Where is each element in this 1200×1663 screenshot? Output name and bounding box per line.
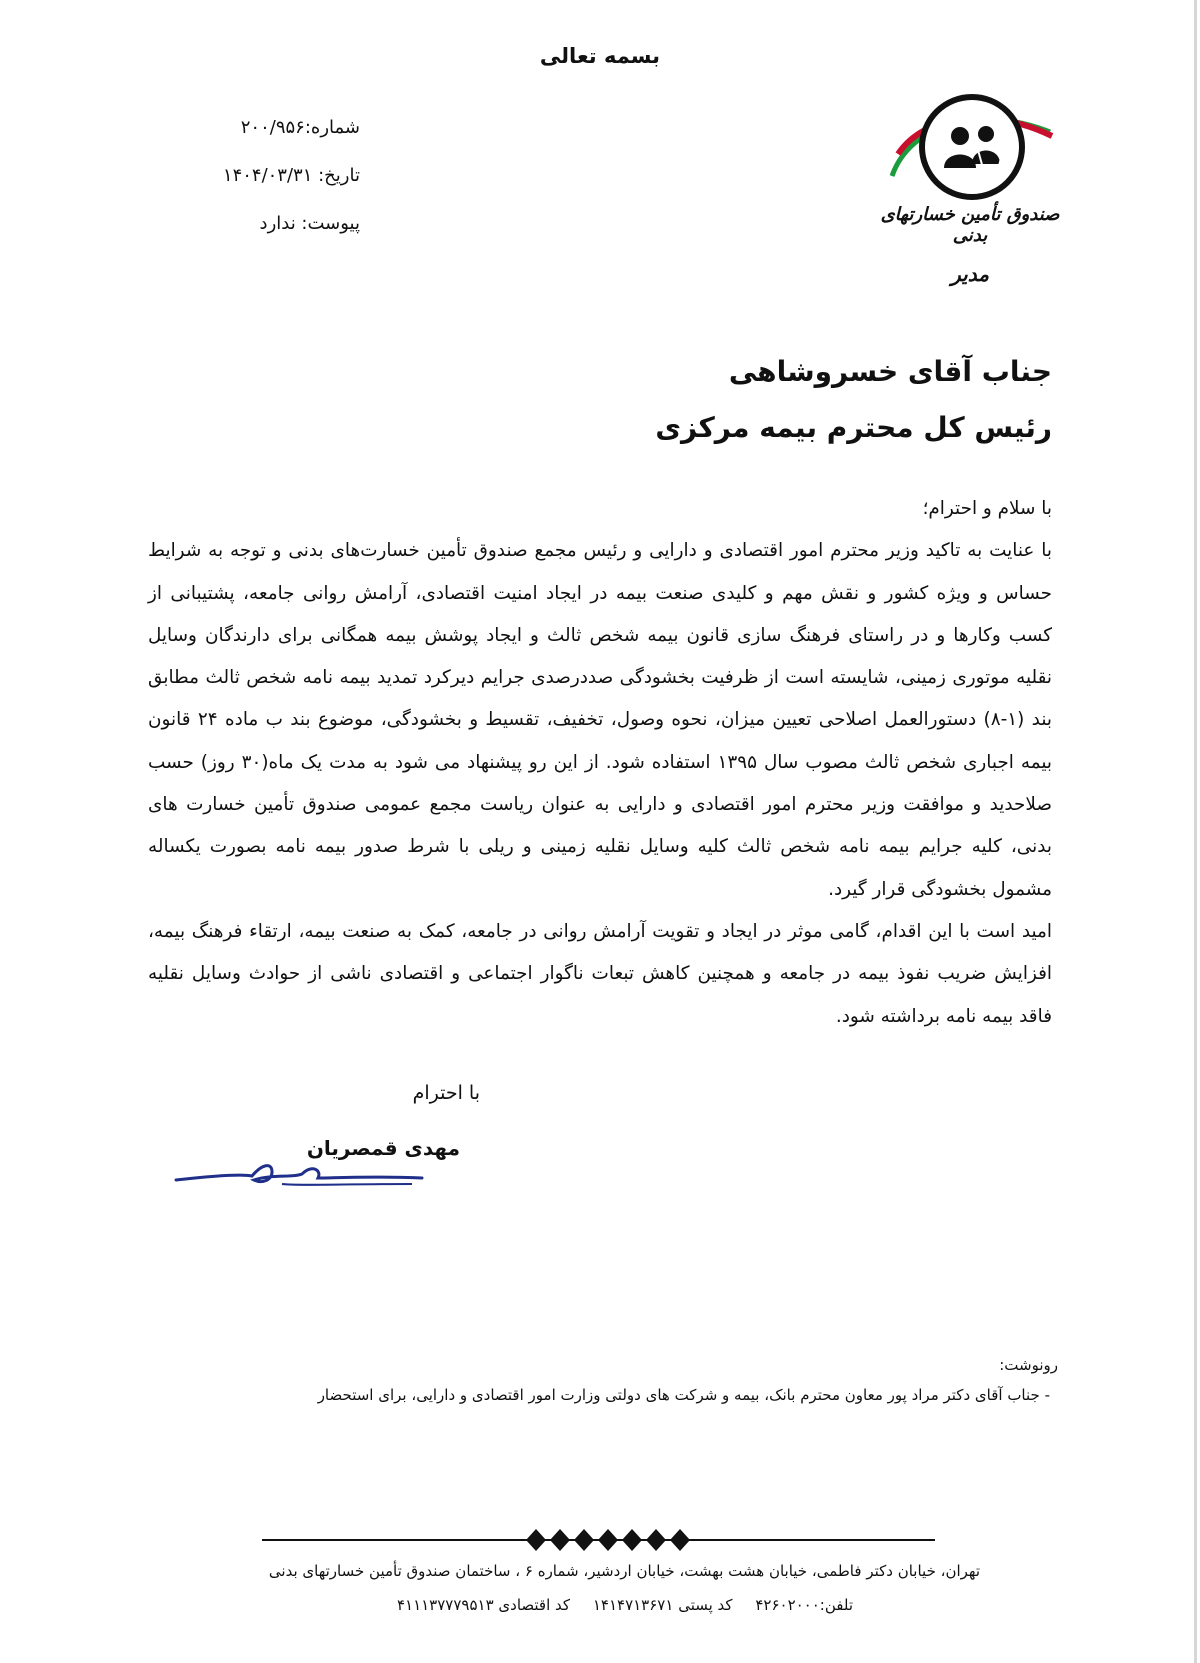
footer-phone: تلفن:۴۲۶۰۲۰۰۰ xyxy=(755,1596,853,1614)
footer-postal-code: کد پستی ۱۴۱۴۷۱۳۶۷۱ xyxy=(592,1596,733,1614)
body-paragraph-2: امید است با این اقدام، گامی موثر در ایجاد و تقویت آرامش روانی در جامعه، کمک به صنعت بیمه، ارتقاء فرهنگ بیمه، افزایش ضریب نفوذ بیمه در جامعه و همچنین کاهش تبعات ناگوار اجتماعی و اقتصادی ناشی از حوادث وسایل نقلیه فاقد بیمه نامه برداشته شود. xyxy=(148,920,1052,1027)
letter-date: تاریخ: ۱۴۰۴/۰۳/۳۱ xyxy=(222,165,360,186)
closing-regards: با احترام xyxy=(412,1082,480,1104)
letter-attachment: پیوست: ندارد xyxy=(259,213,360,234)
signature-mark xyxy=(172,1150,472,1200)
addressee-title: رئیس کل محترم بیمه مرکزی xyxy=(655,411,1052,444)
page-edge xyxy=(1194,0,1197,1663)
organization-name: صندوق تأمین خسارتهای بدنی xyxy=(880,204,1060,246)
footer-contact xyxy=(150,1596,853,1614)
signer-name: مهدی قمصریان xyxy=(306,1136,460,1160)
cc-recipient: - جناب آقای دکتر مراد پور معاون محترم بانک، بیمه و شرکت های دولتی وزارت امور اقتصادی و دارایی، برای استحضار xyxy=(317,1386,1050,1404)
letter-meta xyxy=(120,104,360,248)
body-paragraph-1: با عنایت به تاکید وزیر محترم امور اقتصادی و دارایی و رئیس مجمع صندوق تأمین خسارت‌های بدنی و توجه به شرایط حساس و ویژه کشور و نقش مهم و کلیدی صنعت بیمه در ایجاد امنیت اقتصادی، آرامش روانی جامعه، پشتیبانی از کسب وکارها و در راستای فرهنگ سازی قانون بیمه شخص ثالث و ایجاد پوشش بیمه همگانی برای دارندگان وسایل نقلیه موتوری زمینی، شایسته است از ظرفیت بخشودگی صددرصدی جرایم دیرکرد تمدید بیمه نامه شخص ثالث مطابق بند (۱-۸) دستورالعمل اصلاحی تعیین میزان، نحوه وصول، تخفیف، تقسیط و بخشودگی، موضوع بند ب ماده ۲۴ قانون بیمه اجباری شخص ثالث مصوب سال ۱۳۹۵ استفاده شود. از این رو پیشنهاد می شود به مدت یک ماه(۳۰ روز) حسب صلاحدید و موافقت وزیر محترم امور اقتصادی و دارایی به عنوان ریاست مجمع عمومی صندوق تأمین خسارت های بدنی، کلیه جرایم بیمه نامه شخص ثالث کلیه وسایل نقلیه زمینی و ریلی با شرط صدور بیمه نامه بصورت یکساله مشمول بخشودگی قرار گیرد. xyxy=(148,540,1053,900)
addressee-name: جناب آقای خسروشاهی xyxy=(728,355,1052,388)
footer-economic-code: کد اقتصادی ۴۱۱۱۳۷۷۷۹۵۱۳ xyxy=(396,1596,571,1614)
addressee-block xyxy=(352,344,1052,456)
basmala-heading: بسمه تعالی xyxy=(539,44,661,68)
cc-title: رونوشت: xyxy=(999,1356,1058,1374)
greeting: با سلام و احترام؛ xyxy=(922,498,1052,519)
office-title: مدیر xyxy=(951,262,989,286)
letter-number: شماره:۲۰۰/۹۵۶ xyxy=(240,117,360,138)
diamond-ornament-icon xyxy=(524,1527,694,1553)
footer-address: تهران، خیابان دکتر فاطمی، خیابان هشت بهشت، خیابان اردشیر، شماره ۶ ، ساختمان صندوق تأمین خسارتهای بدنی xyxy=(268,1562,980,1580)
letter-body xyxy=(148,488,1052,1038)
